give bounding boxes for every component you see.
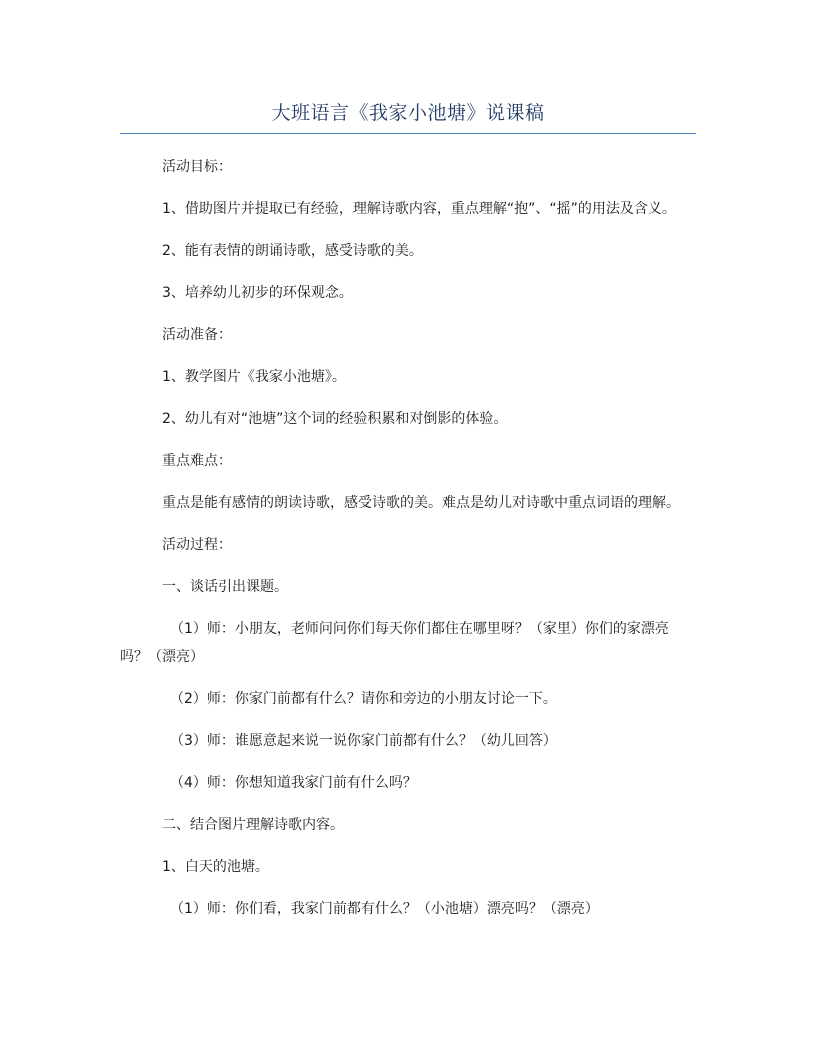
goal-item-2: 2、能有表情的朗诵诗歌，感受诗歌的美。 — [162, 243, 423, 259]
goal-item-3: 3、培养幼儿初步的环保观念。 — [162, 285, 353, 301]
process-step-1: 一、谈话引出课题。 — [162, 579, 288, 595]
process-step-2: 二、结合图片理解诗歌内容。 — [162, 817, 344, 833]
process-step-1-q2: （2）师：你家门前都有什么？请你和旁边的小朋友讨论一下。 — [170, 691, 557, 707]
title-underline — [120, 133, 696, 134]
process-step-1-q1: （1）师：小朋友，老师问问你们每天你们都住在哪里呀？（家里）你们的家漂亮吗？（漂亮） — [120, 621, 669, 665]
goal-item-1: 1、借助图片并提取已有经验，理解诗歌内容，重点理解“抱”、“摇”的用法及含义。 — [162, 201, 676, 217]
preparation-item-1: 1、教学图片《我家小池塘》。 — [162, 369, 346, 385]
process-step-2-part-1: 1、白天的池塘。 — [162, 859, 269, 875]
process-step-2-part-1-q1: （1）师：你们看，我家门前都有什么？（小池塘）漂亮吗？（漂亮） — [170, 901, 599, 917]
document-title: 大班语言《我家小池塘》说课稿 — [271, 102, 545, 124]
section-heading-preparation: 活动准备： — [162, 327, 232, 343]
process-step-1-q4: （4）师：你想知道我家门前有什么吗？ — [170, 775, 417, 791]
preparation-item-2: 2、幼儿有对“池塘”这个词的经验积累和对倒影的体验。 — [162, 411, 508, 427]
document-body — [120, 153, 696, 937]
section-heading-key-points: 重点难点： — [162, 453, 232, 469]
section-heading-goals: 活动目标： — [162, 159, 232, 175]
key-points-text: 重点是能有感情的朗读诗歌，感受诗歌的美。难点是幼儿对诗歌中重点词语的理解。 — [162, 495, 680, 511]
section-heading-process: 活动过程： — [162, 537, 232, 553]
process-step-1-q3: （3）师：谁愿意起来说一说你家门前都有什么？（幼儿回答） — [170, 733, 557, 749]
